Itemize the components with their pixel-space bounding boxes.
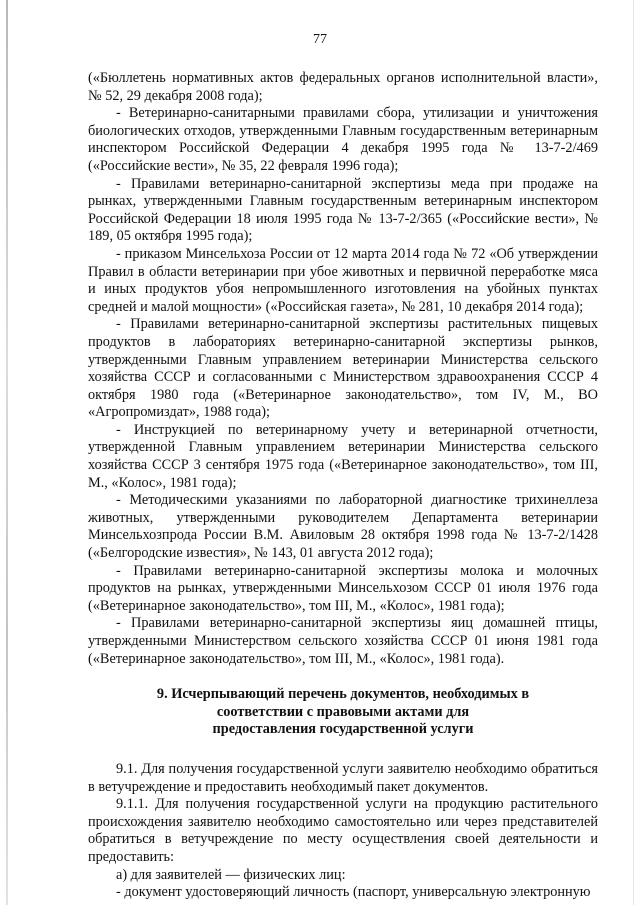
paragraph: - приказом Минсельхоза России от 12 марта 2014 года № 72 «Об утверждении Правил в области ветеринарии при убое животных и первичной переработке мяса и иных продуктов убоя непромышленного изготовления на убойных пунктах средней и малой мощности» («Российская газета», № 281, 10 декабря 2014 года); [88, 245, 598, 315]
scan-right-edge [633, 0, 634, 905]
section-heading [88, 686, 598, 739]
document-body [88, 70, 598, 902]
paragraph: («Бюллетень нормативных актов федеральных органов исполнительной власти», № 52, 29 декабря 2008 года); [88, 70, 598, 104]
paragraph: - Методическими указаниями по лабораторной диагностике трихинеллеза животных, утвержденными руководителем Департамента ветеринарии Минсельхозпрода России В.М. Авиловым 28 октября 1998 года № 13-7-2/1428 («Белгородские известия», № 143, 01 августа 2012 года); [88, 492, 598, 562]
paragraph: - Инструкцией по ветеринарному учету и ветеринарной отчетности, утвержденной Главным управлением ветеринарии Министерства сельского хозяйства СССР 3 сентября 1975 года («Ветеринарное законодательство», том III, М., «Колос», 1981 года); [88, 421, 598, 491]
paragraph: 9.1.1. Для получения государственной услуги на продукцию растительного происхождения заявителю необходимо самостоятельно или через представителей обратиться в ветучреждение по месту осуществления своей деятельности и предоставить: [88, 796, 598, 865]
heading-line: 9. Исчерпывающий перечень документов, необходимых в [156, 686, 530, 703]
paragraph: - Правилами ветеринарно-санитарной экспертизы растительных пищевых продуктов в лабораториях ветеринарно-санитарной экспертизы рынков, утвержденными Главным управлением ветеринарии Министерства сельского хозяйства СССР и согласованными с Министерством здравоохранения СССР 4 октября 1980 года («Ветеринарное законодательство», том IV, М., ВО «Агропромиздат», 1988 года); [88, 316, 598, 421]
paragraph: 9.1. Для получения государственной услуги заявителю необходимо обратиться в ветучреждение и предоставить необходимый пакет документов. [88, 760, 598, 795]
paragraph: - Правилами ветеринарно-санитарной экспертизы яиц домашней птицы, утвержденными Министерством сельского хозяйства СССР 01 июня 1981 года («Ветеринарное законодательство», том III, М., «Колос», 1981 года). [88, 615, 598, 667]
heading-line: предоставления государственной услуги [212, 721, 474, 738]
paragraph: - Правилами ветеринарно-санитарной экспертизы меда при продаже на рынках, утвержденными Главным государственным ветеринарным инспектором Российской Федерации 18 июля 1995 года № 13-7-2/365 («Российские вести», № 189, 05 октября 1995 года); [88, 175, 598, 245]
paragraph: а) для заявителей — физических лиц: [116, 866, 346, 883]
paragraph: - Правилами ветеринарно-санитарной экспертизы молока и молочных продуктов на рынках, утвержденными Минсельхозом СССР 01 июля 1976 года («Ветеринарное законодательство», том III, М., «Колос», 1981 года); [88, 562, 598, 614]
scan-left-edge [6, 0, 8, 905]
heading-line: соответствии с правовыми актами для [216, 703, 470, 720]
page-number: 77 [313, 32, 327, 47]
paragraph: - документ удостоверяющий личность (паспорт, универсальную электронную [116, 884, 591, 901]
paragraph: - Ветеринарно-санитарными правилами сбора, утилизации и уничтожения биологических отходов, утвержденными Главным государственным ветеринарным инспектором Российской Федерации 4 декабря 1995 года № 13-7-2/469 («Российские вести», № 35, 22 февраля 1996 года); [88, 105, 598, 174]
